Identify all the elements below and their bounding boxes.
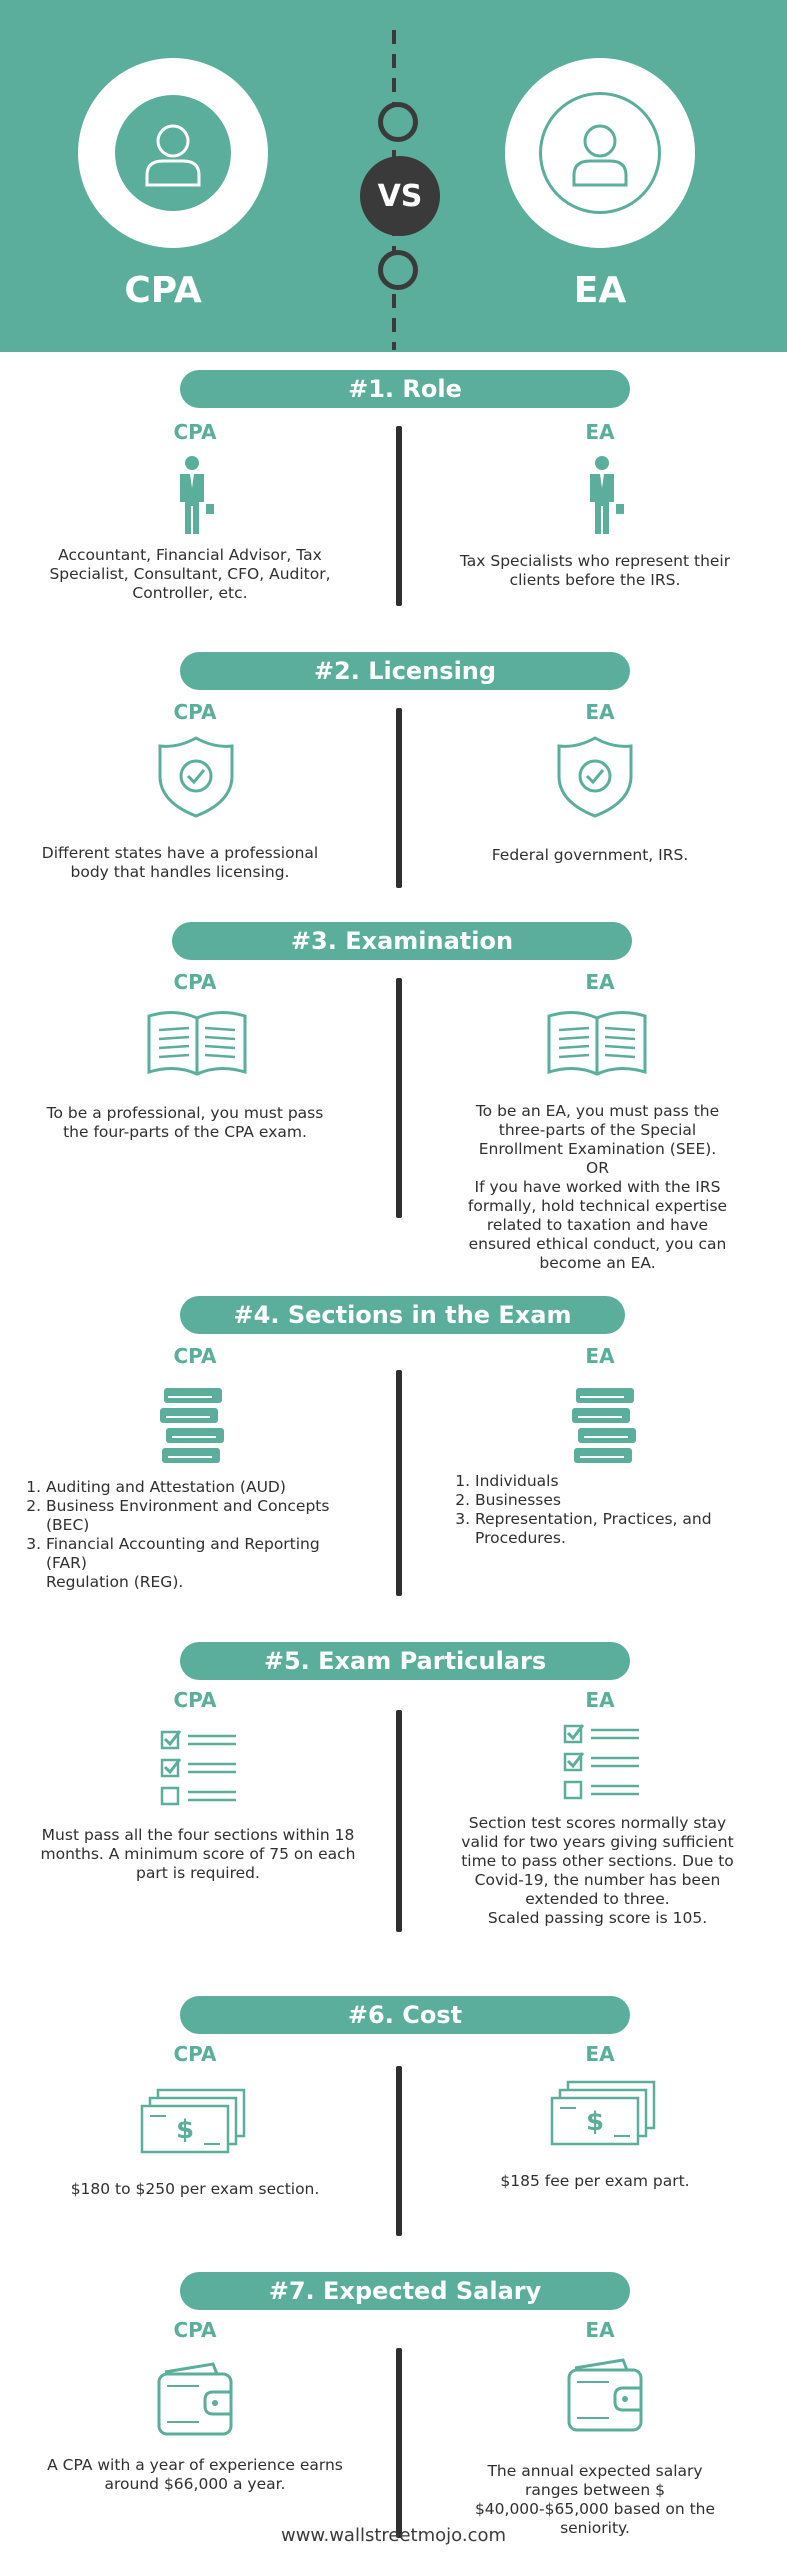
- footer-website: www.wallstreetmojo.com: [280, 2525, 507, 2546]
- section-title: #7. Expected Salary: [180, 2272, 630, 2310]
- user-icon: [570, 119, 630, 189]
- list-extra-item: Regulation (REG).: [46, 1573, 184, 1591]
- section-title: #2. Licensing: [180, 652, 630, 690]
- ea-heading: EA: [585, 700, 615, 724]
- cpa-heading: CPA: [173, 1344, 217, 1368]
- section-divider: [396, 2348, 402, 2538]
- section-title: #4. Sections in the Exam: [180, 1296, 625, 1334]
- cpa-header-label: CPA: [124, 270, 202, 311]
- ea-avatar-circle: [505, 58, 695, 248]
- cpa-exam-particulars-text: Must pass all the four sections within 18 months. A minimum score of 75 on each part is required.: [40, 1826, 356, 1882]
- ea-heading: EA: [585, 2318, 615, 2342]
- wallet-icon: [155, 2362, 235, 2438]
- ea-heading: EA: [585, 1344, 615, 1368]
- list-item: 1. Individuals: [475, 1472, 743, 1491]
- book-stack-icon: [158, 1386, 228, 1466]
- cpa-exam-sections-list: [24, 1478, 364, 1592]
- ea-header-label: EA: [573, 270, 627, 311]
- section-divider: [396, 708, 402, 888]
- ea-exam-particulars-text: Section test scores normally stay valid for two years giving sufficient time to pass other sections. Due to Covid-19, the number has been extended to three. Scaled passing score is 105.: [461, 1814, 734, 1927]
- ea-salary-text: The annual expected salary ranges between $ $40,000-$65,000 based on the seniority.: [474, 2462, 716, 2537]
- list-item: 2. Businesses: [475, 1491, 743, 1510]
- money-bills-icon: [550, 2080, 658, 2148]
- ea-examination-text: To be an EA, you must pass the three-parts of the Special Enrollment Examination (SEE). OR If you have worked with the IRS formally, hold technical expertise related to taxation and have ensured ethical conduct, you can become an EA.: [467, 1102, 728, 1272]
- ea-cost-text: $185 fee per exam part.: [500, 2172, 690, 2190]
- vs-badge: VS: [360, 156, 440, 236]
- wallet-icon: [565, 2358, 645, 2434]
- checklist-icon: [160, 1728, 240, 1808]
- cpa-heading: CPA: [173, 2318, 217, 2342]
- open-book-icon: [545, 1006, 649, 1078]
- book-stack-icon: [570, 1386, 640, 1466]
- ring-top: [378, 102, 418, 142]
- ea-role-text: Tax Specialists who represent their clients before the IRS.: [459, 552, 731, 589]
- businessman-icon: [172, 454, 216, 536]
- ring-bottom: [378, 250, 418, 290]
- section-divider: [396, 1710, 402, 1932]
- shield-check-icon: [555, 734, 635, 820]
- section-title: #1. Role: [180, 370, 630, 408]
- cpa-heading: CPA: [173, 420, 217, 444]
- section-divider: [396, 1370, 402, 1596]
- ea-exam-sections-list: [453, 1472, 743, 1548]
- cpa-heading: CPA: [173, 970, 217, 994]
- cpa-avatar-circle: [78, 58, 268, 248]
- ea-licensing-text: Federal government, IRS.: [491, 846, 689, 864]
- ea-heading: EA: [585, 970, 615, 994]
- section-divider: [396, 2066, 402, 2236]
- cpa-salary-text: A CPA with a year of experience earns around $66,000 a year.: [47, 2456, 343, 2493]
- ea-heading: EA: [585, 2042, 615, 2066]
- user-icon: [143, 119, 203, 189]
- list-item: 3. Financial Accounting and Reporting (FAR): [46, 1535, 364, 1573]
- section-title: #6. Cost: [180, 1996, 630, 2034]
- list-item: 2. Business Environment and Concepts (BEC): [46, 1497, 364, 1535]
- header-banner: [0, 0, 787, 352]
- list-item: 1. Auditing and Attestation (AUD): [46, 1478, 364, 1497]
- checklist-icon: [563, 1722, 643, 1802]
- shield-check-icon: [156, 734, 236, 820]
- section-divider: [396, 978, 402, 1218]
- cpa-heading: CPA: [173, 700, 217, 724]
- section-title: #5. Exam Particulars: [180, 1642, 630, 1680]
- ea-heading: EA: [585, 420, 615, 444]
- section-divider: [396, 426, 402, 606]
- cpa-cost-text: $180 to $250 per exam section.: [70, 2180, 320, 2198]
- businessman-icon: [582, 454, 626, 536]
- money-bills-icon: [140, 2088, 248, 2156]
- cpa-examination-text: To be a professional, you must pass the four-parts of the CPA exam.: [46, 1104, 324, 1141]
- list-item: 3. Representation, Practices, and Procedures.: [475, 1510, 743, 1548]
- cpa-heading: CPA: [173, 1688, 217, 1712]
- cpa-licensing-text: Different states have a professional body that handles licensing.: [41, 844, 319, 881]
- section-title: #3. Examination: [172, 922, 632, 960]
- ea-heading: EA: [585, 1688, 615, 1712]
- cpa-role-text: Accountant, Financial Advisor, Tax Specialist, Consultant, CFO, Auditor, Controller, etc.: [49, 546, 331, 602]
- open-book-icon: [145, 1006, 249, 1078]
- cpa-heading: CPA: [173, 2042, 217, 2066]
